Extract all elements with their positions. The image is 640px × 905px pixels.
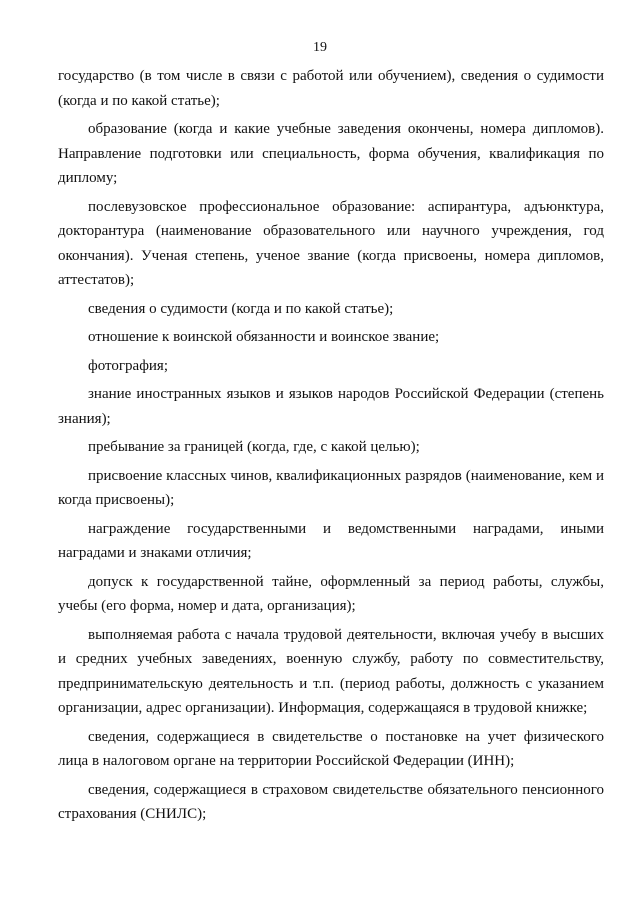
paragraph: государство (в том числе в связи с работой или обучением), сведения о судимости (когда и по какой статье);	[58, 68, 604, 109]
paragraph: отношение к воинской обязанности и воинское звание;	[88, 329, 440, 345]
paragraph: знание иностранных языков и языков народов Российской Федерации (степень знания);	[58, 386, 604, 427]
paragraph: сведения, содержащиеся в свидетельстве о постановке на учет физического лица в налоговом органе на территории Российской Федерации (ИНН);	[58, 728, 604, 769]
paragraph: допуск к государственной тайне, оформленный за период работы, службы, учебы (его форма, номер и дата, организация);	[58, 573, 604, 614]
document-body	[58, 64, 604, 831]
paragraph: фотография;	[88, 357, 169, 374]
paragraph: присвоение классных чинов, квалификационных разрядов (наименование, кем и когда присвоены);	[58, 467, 604, 508]
paragraph: выполняемая работа с начала трудовой деятельности, включая учебу в высших и средних учебных заведениях, военную службу, работу по совместительству, предпринимательскую деятельность и т.п. (период работы, должность с указанием организации, адрес организации). Информация, содержащаяся в трудовой книжке;	[58, 626, 604, 716]
paragraph: награждение государственными и ведомственными наградами, иными наградами и знаками отличия;	[58, 520, 604, 561]
page-number: 19	[313, 40, 327, 55]
paragraph: сведения о судимости (когда и по какой статье);	[88, 300, 394, 317]
paragraph: пребывание за границей (когда, где, с какой целью);	[88, 439, 420, 455]
paragraph: сведения, содержащиеся в страховом свидетельстве обязательного пенсионного страхования (СНИЛС);	[58, 781, 604, 822]
paragraph: образование (когда и какие учебные заведения окончены, номера дипломов). Направление подготовки или специальность, форма обучения, квалификация по диплому;	[58, 121, 604, 186]
paragraph: послевузовское профессиональное образование: аспирантура, адъюнктура, докторантура (наименование образовательного или научного учреждения, год окончания). Ученая степень, ученое звание (когда присвоены, номера дипломов, аттестатов);	[58, 198, 604, 288]
